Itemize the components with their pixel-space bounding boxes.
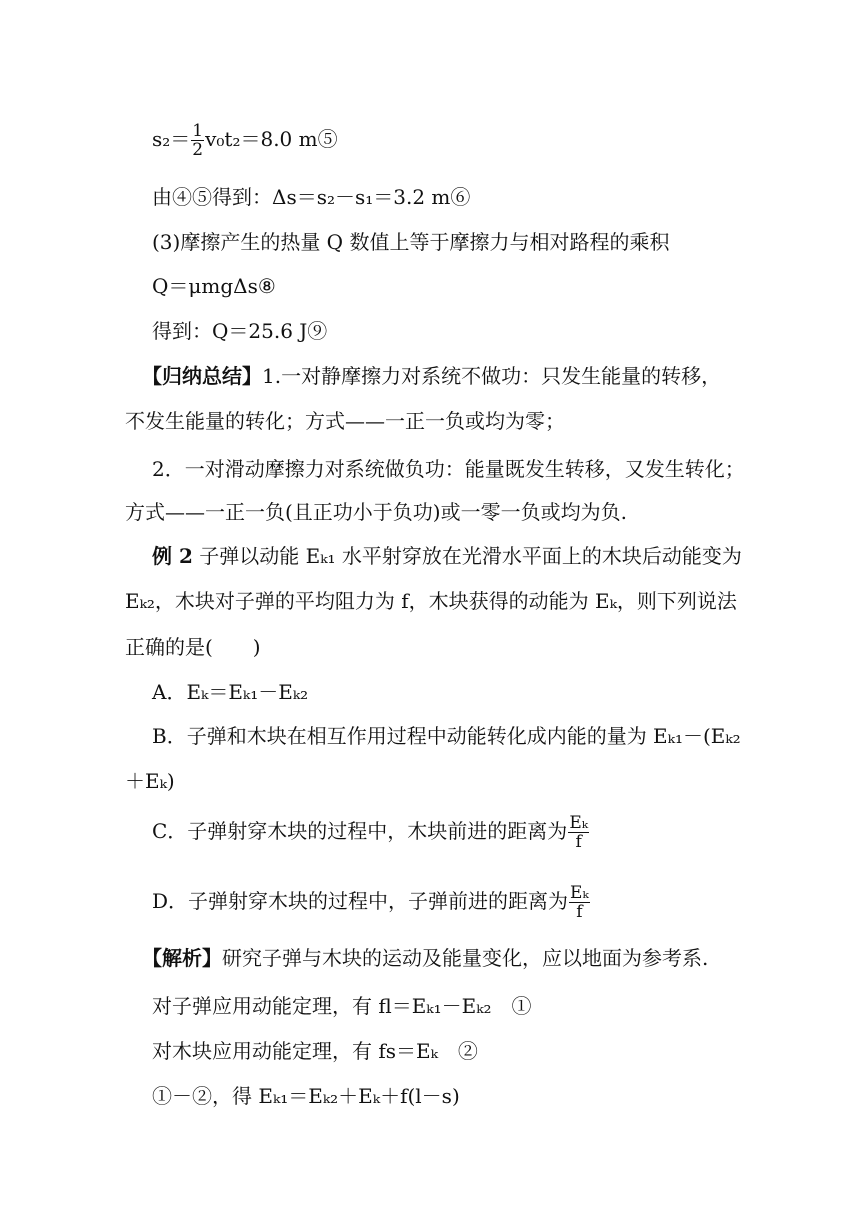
option-c — [152, 814, 590, 851]
text-line: ①－②，得 Eₖ₁＝Eₖ₂＋Eₖ＋f(l－s) — [152, 1084, 460, 1108]
text-segment: 1.一对静摩擦力对系统不做功：只发生能量的转移， — [262, 364, 722, 388]
text-line: 正确的是( ) — [125, 635, 261, 659]
text-line: 由④⑤得到：Δs＝s₂－s₁＝3.2 m⑥ — [152, 185, 471, 209]
option-a: A．Eₖ＝Eₖ₁－Eₖ₂ — [152, 680, 309, 704]
text-line: 不发生能量的转化；方式——一正一负或均为零； — [125, 409, 565, 433]
fraction-denominator: f — [576, 902, 583, 922]
example-label: 例 2 — [152, 544, 193, 568]
section-label: 【解析】 — [142, 946, 222, 970]
text-line: 2．一对滑动摩擦力对系统做负功：能量既发生转移，又发生转化； — [152, 457, 745, 481]
fraction-numerator: Eₖ — [570, 883, 589, 903]
text-line: Eₖ₂，木块对子弹的平均阻力为 f，木块获得的动能为 Eₖ，则下列说法 — [125, 589, 737, 613]
text-line: 方式——一正一负(且正功小于负功)或一零一负或均为负. — [125, 500, 627, 524]
option-b-continuation: ＋Eₖ) — [125, 769, 175, 793]
text-segment: s₂＝ — [152, 127, 191, 151]
equation-line-s2 — [152, 122, 338, 159]
option-b: B．子弹和木块在相互作用过程中动能转化成内能的量为 Eₖ₁－(Eₖ₂ — [152, 724, 741, 748]
fraction — [569, 884, 590, 921]
fraction — [568, 814, 589, 851]
summary-heading-line — [142, 362, 721, 390]
fraction — [191, 122, 204, 159]
text-line: (3)摩擦产生的热量 Q 数值上等于摩擦力与相对路程的乘积 — [152, 230, 670, 254]
text-line: 对木块应用动能定理，有 fs＝Eₖ ② — [152, 1039, 478, 1063]
text-segment: C．子弹射穿木块的过程中，木块前进的距离为 — [152, 819, 568, 843]
text-segment: v₀t₂＝8.0 m⑤ — [205, 127, 338, 151]
text-line: 得到：Q＝25.6 J⑨ — [152, 319, 328, 343]
option-d — [152, 884, 591, 921]
text-segment: 研究子弹与木块的运动及能量变化，应以地面为参考系. — [222, 946, 709, 970]
text-segment: D．子弹射穿木块的过程中，子弹前进的距离为 — [152, 889, 569, 913]
fraction-denominator: 2 — [192, 140, 204, 160]
text-line: Q＝μmgΔs⑧ — [152, 274, 276, 298]
example-heading-line — [152, 542, 742, 570]
text-segment: 子弹以动能 Eₖ₁ 水平射穿放在光滑水平面上的木块后动能变为 — [192, 544, 742, 568]
analysis-heading-line — [142, 944, 708, 972]
text-line: 对子弹应用动能定理，有 fl＝Eₖ₁－Eₖ₂ ① — [152, 994, 532, 1018]
section-label: 【归纳总结】 — [142, 364, 262, 388]
fraction-denominator: f — [575, 832, 582, 852]
fraction-numerator: Eₖ — [569, 813, 588, 833]
fraction-numerator: 1 — [192, 121, 204, 141]
